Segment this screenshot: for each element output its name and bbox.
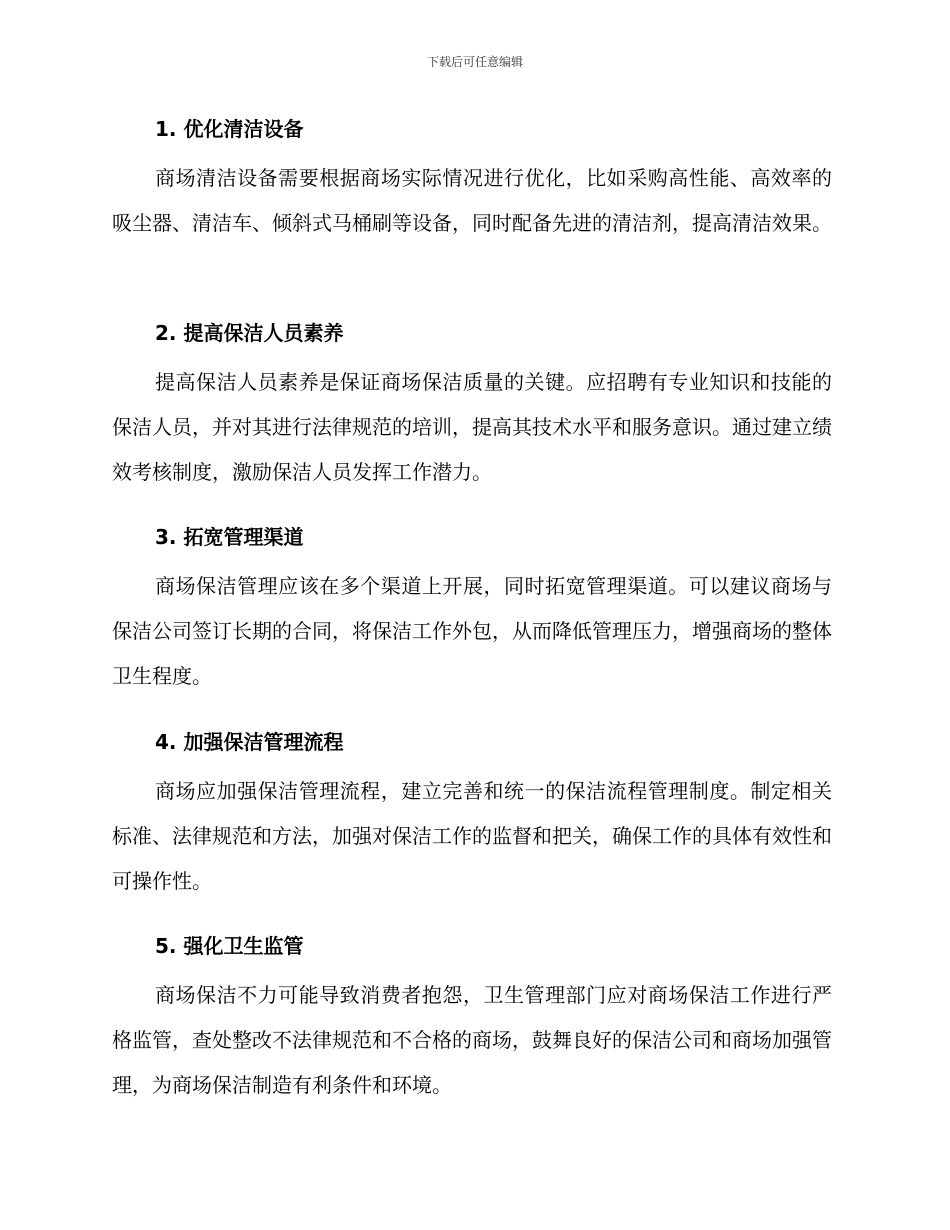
section-improve-staff-quality	[112, 316, 832, 495]
section-optimize-equipment	[112, 112, 832, 246]
section-strengthen-process	[112, 725, 832, 904]
section-heading: 5. 强化卫生监管	[155, 934, 304, 958]
section-paragraph: 提高保洁人员素养是保证商场保洁质量的关键。应招聘有专业知识和技能的保洁人员，并对其进行法律规范的培训，提高其技术水平和服务意识。通过建立绩效考核制度，激励保洁人员发挥工作潜力。	[112, 370, 832, 484]
section-heading: 1. 优化清洁设备	[155, 117, 304, 141]
page-header: 下载后可任意编辑	[426, 55, 523, 69]
section-paragraph: 商场应加强保洁管理流程，建立完善和统一的保洁流程管理制度。制定相关标准、法律规范和方法，加强对保洁工作的监督和把关，确保工作的具体有效性和可操作性。	[112, 779, 832, 893]
section-paragraph: 商场保洁管理应该在多个渠道上开展，同时拓宽管理渠道。可以建议商场与保洁公司签订长期的合同，将保洁工作外包，从而降低管理压力，增强商场的整体卫生程度。	[112, 574, 832, 688]
section-heading: 3. 拓宽管理渠道	[155, 525, 304, 549]
section-paragraph: 商场保洁不力可能导致消费者抱怨，卫生管理部门应对商场保洁工作进行严格监管，查处整改不法律规范和不合格的商场，鼓舞良好的保洁公司和商场加强管理，为商场保洁制造有利条件和环境。	[112, 983, 832, 1097]
section-paragraph: 商场清洁设备需要根据商场实际情况进行优化，比如采购高性能、高效率的吸尘器、清洁车、倾斜式马桶刷等设备，同时配备先进的清洁剂，提高清洁效果。	[112, 166, 832, 235]
section-heading: 4. 加强保洁管理流程	[155, 730, 344, 754]
section-heading: 2. 提高保洁人员素养	[155, 321, 344, 345]
section-broaden-channels	[112, 520, 832, 699]
section-hygiene-supervision	[112, 929, 832, 1108]
